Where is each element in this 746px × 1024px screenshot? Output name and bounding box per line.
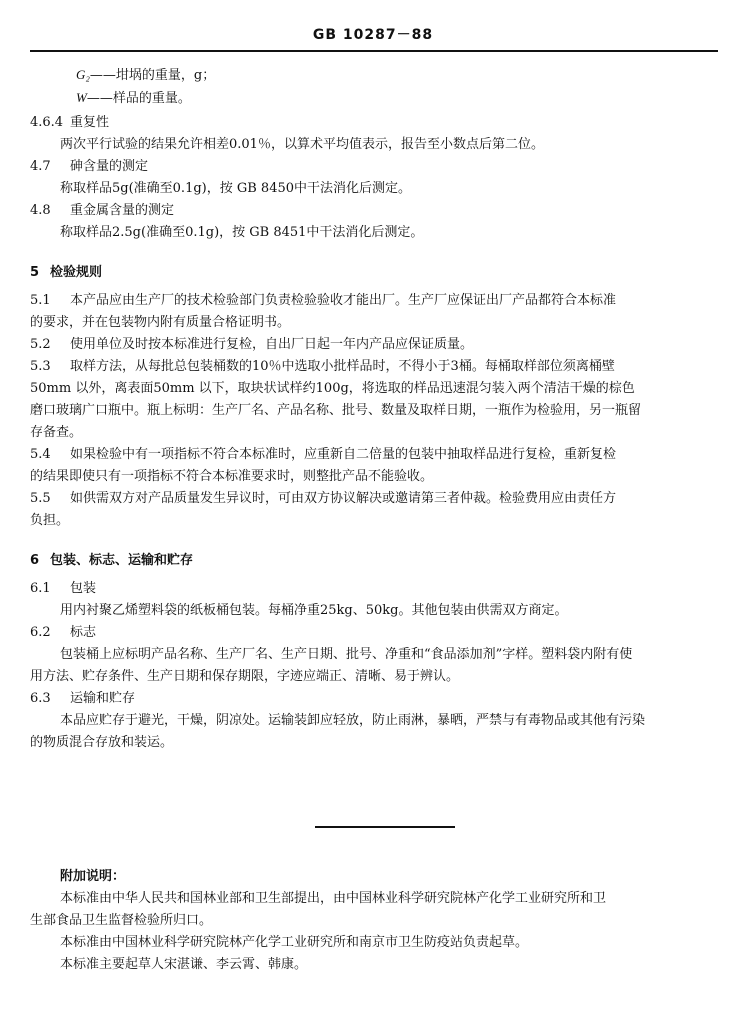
section-5-heading: [30, 262, 718, 284]
variable-symbol: W: [76, 90, 87, 105]
additional-notes: [30, 866, 718, 976]
end-divider: [315, 826, 455, 828]
paragraph-text: 如果检验中有一项指标不符合本标准时，应重新自二倍量的包装中抽取样品进行复检，重新复检: [70, 447, 617, 462]
section-4-8-heading: [30, 200, 718, 222]
section-4-6-4-body: 两次平行试验的结果允许相差0.01％，以算术平均值表示，报告至小数点后第二位。: [60, 137, 544, 152]
section-number: 4.7: [30, 159, 51, 174]
section-title: 运输和贮存: [70, 691, 136, 706]
notes-title: 附加说明：: [60, 869, 126, 884]
section-number: 4.8: [30, 203, 51, 218]
section-number: 5.2: [30, 337, 51, 352]
paragraph-text: 如供需双方对产品质量发生异议时，可由双方协议解决或邀请第三者仲裁。检验费用应由责任方: [70, 491, 617, 506]
section-5-1-line-1: [30, 290, 718, 312]
section-number: 6: [30, 553, 40, 568]
section-title: 包装、标志、运输和贮存: [50, 553, 194, 568]
variable-w: [30, 87, 718, 110]
section-5-2-line-1: [30, 334, 718, 356]
variable-g2: [30, 64, 718, 87]
section-5-1-line-2: 的要求，并在包装物内附有质量合格证明书。: [30, 315, 291, 330]
section-6-2-line-2: 用方法、贮存条件、生产日期和保存期限，字迹应端正、清晰、易于辨认。: [30, 669, 460, 684]
section-number: 4.6.4: [30, 115, 64, 130]
section-6-2-heading: [30, 622, 718, 644]
section-5-3-line-3: 磨口玻璃广口瓶中。瓶上标明：生产厂名、产品名称、批号、数量及取样日期，一瓶作为检验用，另一瓶留: [30, 403, 642, 418]
section-6-2-line-1: 包装桶上应标明产品名称、生产厂名、生产日期、批号、净重和“食品添加剂”字样。塑料袋内附有使: [60, 647, 633, 662]
section-number: 5.5: [30, 491, 51, 506]
section-6-3-line-1: 本品应贮存于避光，干燥，阴凉处。运输装卸应轻放，防止雨淋，暴晒，严禁与有毒物品或其他有污染: [60, 713, 646, 728]
variable-desc: ——坩埚的重量，g；: [89, 68, 216, 83]
notes-line-2: 生部食品卫生监督检验所归口。: [30, 913, 213, 928]
section-title: 重金属含量的测定: [70, 203, 175, 218]
variable-symbol: G₂: [76, 67, 90, 82]
document-body: [30, 64, 718, 754]
section-number: 5.1: [30, 293, 51, 308]
section-5-3-line-2: 50mm 以外，离表面50mm 以下，取块状试样约100g，将选取的样品迅速混匀装入两个清洁干燥的棕色: [30, 381, 635, 396]
section-6-3-heading: [30, 688, 718, 710]
section-5-5-line-1: [30, 488, 718, 510]
section-4-6-4-heading: [30, 112, 718, 134]
section-6-1-body: 用内衬聚乙烯塑料袋的纸板桶包装。每桶净重25kg、50kg。其他包装由供需双方商定。: [60, 603, 568, 618]
section-number: 5.3: [30, 359, 51, 374]
section-6-heading: [30, 550, 718, 572]
section-title: 包装: [70, 581, 97, 596]
paragraph-text: 本产品应由生产厂的技术检验部门负责检验验收才能出厂。生产厂应保证出厂产品都符合本标准: [70, 293, 617, 308]
paragraph-text: 使用单位及时按本标准进行复检，自出厂日起一年内产品应保证质量。: [70, 337, 474, 352]
notes-line-1: 本标准由中华人民共和国林业部和卫生部提出，由中国林业科学研究院林产化学工业研究所和卫: [60, 891, 607, 906]
section-4-8-body: 称取样品2.5g(准确至0.1g)，按 GB 8451中干法消化后测定。: [60, 225, 424, 240]
notes-line-4: 本标准主要起草人宋湛谦、李云霄、韩康。: [60, 957, 308, 972]
section-title: 砷含量的测定: [70, 159, 149, 174]
section-title: 标志: [70, 625, 97, 640]
section-5-3-line-1: [30, 356, 718, 378]
section-number: 5.4: [30, 447, 51, 462]
header-rule: [30, 50, 718, 52]
section-5-4-line-1: [30, 444, 718, 466]
section-5-5-line-2: 负担。: [30, 513, 70, 528]
variable-desc: ——样品的重量。: [86, 91, 191, 106]
section-4-7-heading: [30, 156, 718, 178]
section-6-3-line-2: 的物质混合存放和装运。: [30, 735, 174, 750]
section-title: 重复性: [70, 115, 110, 130]
section-4-7-body: 称取样品5g(准确至0.1g)，按 GB 8450中干法消化后测定。: [60, 181, 412, 196]
notes-line-3: 本标准由中国林业科学研究院林产化学工业研究所和南京市卫生防疫站负责起草。: [60, 935, 529, 950]
section-5-3-line-4: 存备查。: [30, 425, 83, 440]
section-number: 6.2: [30, 625, 51, 640]
section-number: 6.3: [30, 691, 51, 706]
section-number: 6.1: [30, 581, 51, 596]
paragraph-text: 取样方法，从每批总包装桶数的10％中选取小批样品时，不得小于3桶。每桶取样部位须离桶壁: [70, 359, 615, 374]
section-6-1-heading: [30, 578, 718, 600]
standard-code-header: GB 10287－88: [312, 27, 434, 43]
section-number: 5: [30, 265, 40, 280]
section-5-4-line-2: 的结果即使只有一项指标不符合本标准要求时，则整批产品不能验收。: [30, 469, 434, 484]
section-title: 检验规则: [50, 265, 103, 280]
